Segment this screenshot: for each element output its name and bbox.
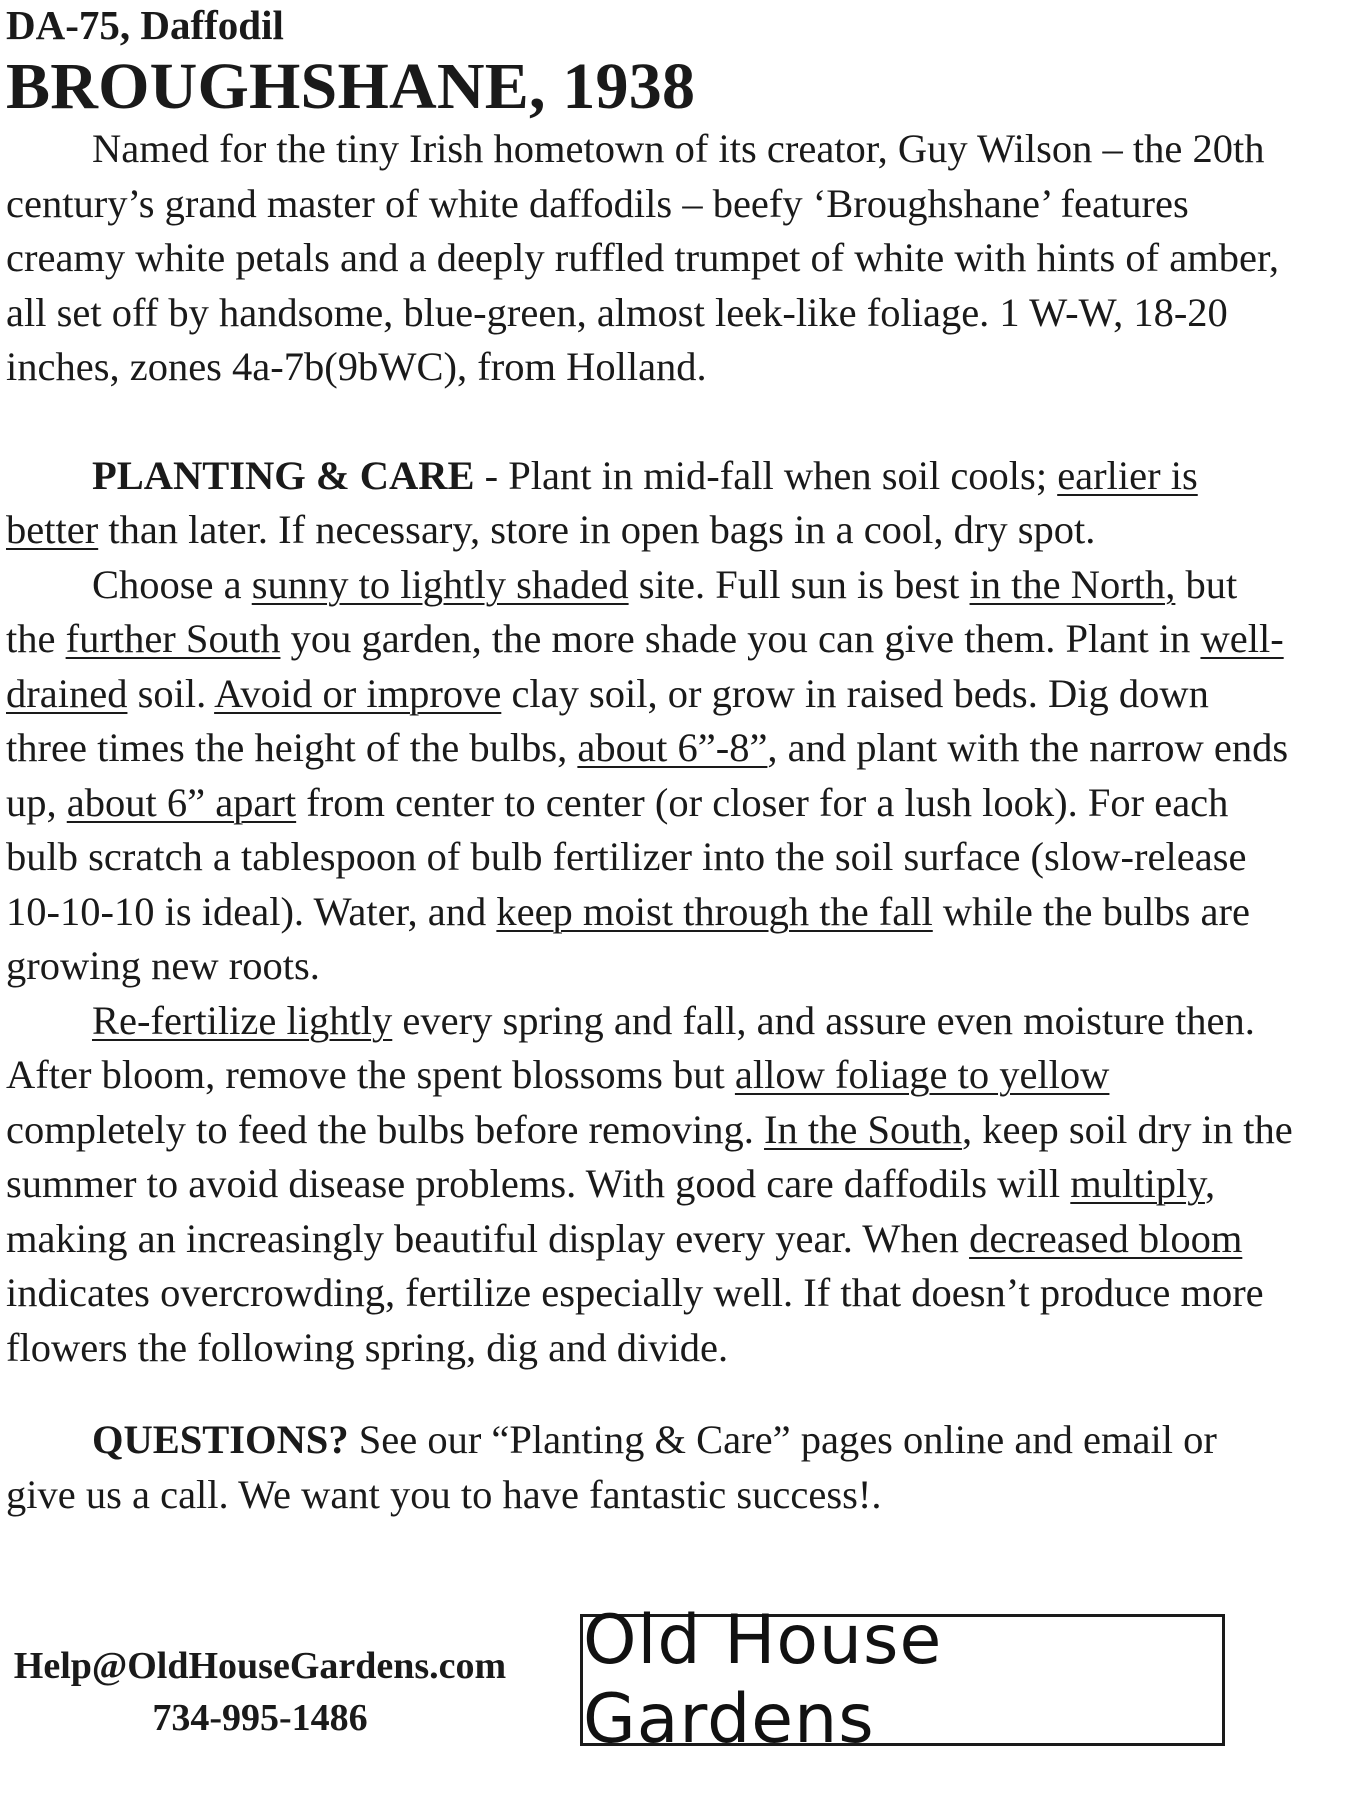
text-run: every spring and fall, and assure even moisture then. After bloom, remove the spent blossoms but	[6, 997, 1255, 1097]
description-paragraph	[6, 122, 1296, 395]
text-run: than later. If necessary, store in open bags in a cool, dry spot.	[98, 507, 1096, 552]
contact-block	[10, 1640, 510, 1744]
product-code: DA-75, Daffodil	[6, 2, 284, 48]
planting-paragraph-1	[6, 449, 1296, 558]
text-run: , making an increasingly beautiful display every year. When	[6, 1161, 1216, 1261]
underlined-text: multiply	[1070, 1161, 1205, 1206]
underlined-text: decreased bloom	[969, 1215, 1243, 1261]
text-run: - Plant in mid-fall when soil cools;	[474, 452, 1058, 498]
text-run: while the bulbs are growing new roots.	[6, 888, 1250, 988]
instruction-sheet	[6, 0, 1296, 1522]
text-run: , keep soil dry in the summer to avoid disease problems. With good care daffodils will	[6, 1106, 1293, 1206]
questions-heading: QUESTIONS?	[92, 1417, 349, 1462]
underlined-text: allow foliage to yellow	[734, 1052, 1110, 1097]
text-run: site. Full sun is best	[628, 561, 970, 607]
text-run: completely to feed the bulbs before removing.	[6, 1106, 765, 1152]
underlined-text: well-drained	[6, 616, 1284, 716]
text-run: you garden, the more shade you can give them. Plant in	[280, 616, 1201, 661]
underlined-text: further South	[65, 616, 281, 661]
text-run: soil.	[127, 670, 215, 716]
underlined-text: sunny to lightly shaded	[251, 561, 629, 607]
brand-logo	[580, 1601, 1225, 1759]
underlined-text: earlier is better	[6, 452, 1198, 552]
planting-paragraph-3	[6, 994, 1296, 1376]
description-text: Named for the tiny Irish hometown of its creator, Guy Wilson – the 20th century’s grand master of white daffodils – beefy ‘Broughshane’ features creamy white petals and a deeply ruffled trumpet of white with hints of amber, all set off by handsome, blue-green, almost leek-like foliage. 1 W-W, 18-20 inches, zones 4a-7b(9bWC), from Holland.	[6, 126, 1279, 389]
planting-heading: PLANTING & CARE	[92, 452, 475, 498]
text-run: indicates overcrowding, fertilize especially well. If that doesn’t produce more flowers the following spring, dig and divide.	[6, 1270, 1264, 1370]
underlined-text: about 6” apart	[66, 779, 297, 825]
underlined-text: about 6”-8”	[577, 725, 768, 770]
text-run: from center to center (or closer for a lush look). For each bulb scratch a tablespoon of bulb fertilizer into the soil surface (slow-release 10-10-10 is ideal). Water, and	[6, 779, 1247, 934]
planting-paragraph-2	[6, 558, 1296, 994]
questions-paragraph	[6, 1413, 1296, 1522]
text-run: but the	[6, 561, 1238, 661]
text-run: Choose a	[92, 561, 252, 607]
underlined-text: Re-fertilize lightly	[92, 997, 393, 1043]
contact-phone: 734-995-1486	[152, 1697, 368, 1739]
questions-text: See our “Planting & Care” pages online and email or give us a call. We want you to have fantastic success!.	[6, 1417, 1217, 1517]
logo-wordmark: Old House Gardens	[583, 1601, 943, 1759]
underlined-text: in the North,	[969, 561, 1176, 607]
underlined-text: Avoid or improve	[214, 670, 502, 716]
product-title: BROUGHSHANE, 1938	[6, 50, 696, 123]
underlined-text: keep moist through the fall	[496, 888, 933, 934]
text-run: clay soil, or grow in raised beds. Dig down three times the height of the bulbs,	[6, 670, 1209, 770]
text-run: , and plant with the narrow ends up,	[6, 725, 1289, 825]
underlined-text: In the South	[764, 1106, 963, 1152]
contact-email: Help@OldHouseGardens.com	[13, 1645, 507, 1687]
